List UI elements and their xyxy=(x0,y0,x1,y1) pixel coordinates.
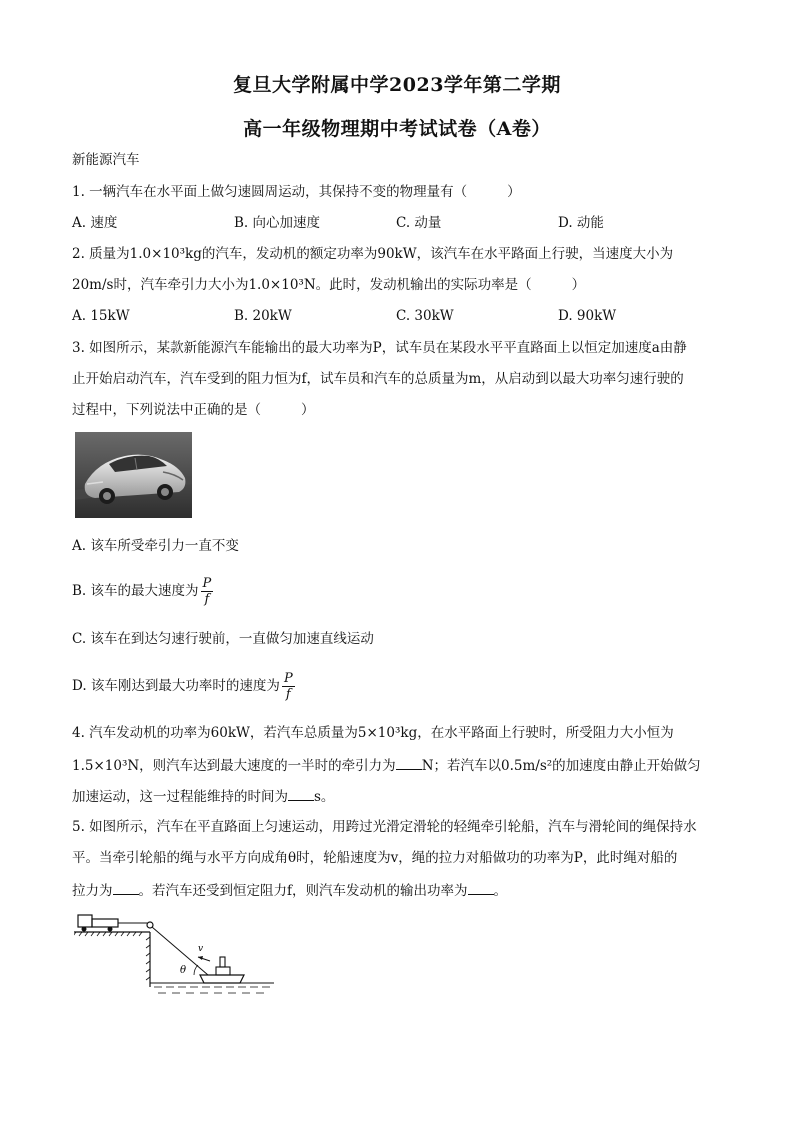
question-3-line1: 3. 如图所示，某款新能源汽车能输出的最大功率为P，试车员在某段水平平直路面上以恒定加速度a由静 xyxy=(72,340,687,356)
q2-option-b: B. 20kW xyxy=(234,308,292,324)
question-4-line2 xyxy=(72,755,701,775)
q2-option-a: A. 15kW xyxy=(72,308,130,324)
truck-body xyxy=(92,919,118,927)
q1-close-paren: ） xyxy=(507,184,521,200)
q3-option-b xyxy=(72,575,213,607)
truck-wheel xyxy=(82,927,87,932)
pulley-boat-diagram xyxy=(74,909,274,999)
q3-option-b-fraction xyxy=(201,576,214,607)
q3-option-a: A. 该车所受牵引力一直不变 xyxy=(72,538,239,554)
q1-option-b: B. 向心加速度 xyxy=(234,215,321,231)
q5-line3-text: 拉力为 xyxy=(72,883,113,899)
boat-chimney xyxy=(220,957,225,967)
car-photo xyxy=(75,432,192,518)
boat-hull xyxy=(200,975,244,983)
question-5-line1: 5. 如图所示，汽车在平直路面上匀速运动，用跨过光滑定滑轮的轻绳牵引轮船，汽车与滑轮间的绳保持水 xyxy=(72,819,697,835)
answer-blank[interactable] xyxy=(113,880,139,895)
fraction-denominator: f xyxy=(285,687,291,702)
question-3-line3 xyxy=(72,401,315,419)
q3-close-paren: ） xyxy=(301,402,315,418)
q3-line3-text: 过程中，下列说法中正确的是（ xyxy=(72,402,261,418)
truck-cab xyxy=(78,915,92,927)
q1-option-a: A. 速度 xyxy=(72,215,118,231)
q4-line2-text: 1.5×10³N，则汽车达到最大速度的一半时的牵引力为 xyxy=(72,758,396,774)
boat-cabin xyxy=(216,967,230,975)
fraction-numerator: P xyxy=(202,576,212,591)
question-2-line2 xyxy=(72,276,585,294)
q5-line3-mid: 。若汽车还受到恒定阻力f，则汽车发动机的输出功率为 xyxy=(138,883,468,899)
section-heading: 新能源汽车 xyxy=(72,152,140,168)
q4-line3-text: 加速运动，这一过程能维持的时间为 xyxy=(72,789,288,805)
bank-hatching xyxy=(146,937,150,980)
q1-stem-text: 1. 一辆汽车在水平面上做匀速圆周运动，其保持不变的物理量有（ xyxy=(72,184,468,200)
truck-wheel xyxy=(108,927,113,932)
q2-option-d: D. 90kW xyxy=(558,308,617,324)
q3-option-b-text: B. 该车的最大速度为 xyxy=(72,583,199,599)
velocity-label: v xyxy=(198,944,204,954)
question-5-line2: 平。当牵引轮船的绳与水平方向成角θ时，轮船速度为v，绳的拉力对船做功的功率为P，此时绳对船的 xyxy=(72,850,678,866)
question-1-stem xyxy=(72,183,521,201)
q1-option-d: D. 动能 xyxy=(558,215,604,231)
answer-blank[interactable] xyxy=(468,880,494,895)
q4-line3-rest: s。 xyxy=(314,789,335,805)
q2-close-paren: ） xyxy=(571,277,586,293)
q5-line3-end: 。 xyxy=(493,883,507,899)
question-4-line3 xyxy=(72,786,334,806)
page-subtitle: 高一年级物理期中考试试卷（A卷） xyxy=(243,118,551,140)
q3-option-d xyxy=(72,670,295,702)
page-title: 复旦大学附属中学2023学年第二学期 xyxy=(233,74,561,96)
question-5-line3 xyxy=(72,880,507,900)
q2-line2-text: 20m/s时，汽车牵引力大小为1.0×10³N。此时，发动机输出的实际功率是（ xyxy=(72,277,532,293)
q4-line2-rest: N；若汽车以0.5m/s²的加速度由静止开始做匀 xyxy=(421,758,701,774)
q3-option-d-fraction xyxy=(282,671,295,702)
q3-option-c: C. 该车在到达匀速行驶前，一直做匀加速直线运动 xyxy=(72,631,374,647)
answer-blank[interactable] xyxy=(288,786,314,801)
question-2-line1: 2. 质量为1.0×10³kg的汽车，发动机的额定功率为90kW，该汽车在水平路面上行驶，当速度大小为 xyxy=(72,246,674,262)
fraction-denominator: f xyxy=(204,592,210,607)
q3-option-d-text: D. 该车刚达到最大功率时的速度为 xyxy=(72,678,280,694)
q1-option-c: C. 动量 xyxy=(396,215,442,231)
question-4-line1: 4. 汽车发动机的功率为60kW，若汽车总质量为5×10³kg，在水平路面上行驶时，所受阻力大小恒为 xyxy=(72,725,674,741)
question-3-line2: 止开始启动汽车，汽车受到的阻力恒为f，试车员和汽车的总质量为m，从启动到以最大功率匀速行驶的 xyxy=(72,371,684,387)
arrow-head xyxy=(198,956,203,960)
answer-blank[interactable] xyxy=(396,755,422,770)
fraction-numerator: P xyxy=(283,671,293,686)
q2-option-c: C. 30kW xyxy=(396,308,454,324)
theta-label: θ xyxy=(180,965,187,976)
